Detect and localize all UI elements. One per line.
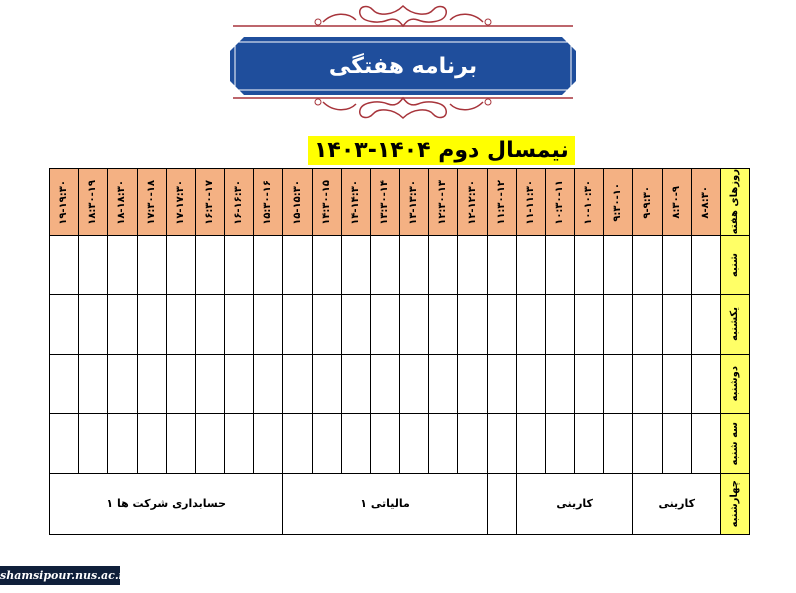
day-label: یکشنبه: [721, 295, 750, 354]
slot-cell: [341, 414, 370, 473]
slot-cell: [575, 354, 604, 413]
slot-cell: [166, 235, 195, 294]
day-label: سه شنبه: [721, 414, 750, 473]
time-slot-header: ۱۳-۱۳:۳۰: [400, 169, 429, 236]
slot-cell: [575, 295, 604, 354]
slot-cell: [79, 414, 108, 473]
slot-cell: [545, 414, 574, 473]
time-slot-header: ۱۰-۱۰:۳۰: [575, 169, 604, 236]
time-slot-header: ۱۸-۱۸:۳۰: [108, 169, 137, 236]
slot-cell: [137, 414, 166, 473]
slot-cell: [458, 354, 487, 413]
slot-cell: [691, 235, 720, 294]
time-slot-header: ۸-۸:۳۰: [691, 169, 720, 236]
slot-cell: [50, 354, 79, 413]
slot-cell: [254, 235, 283, 294]
slot-cell: [341, 295, 370, 354]
slot-cell: [370, 295, 399, 354]
slot-cell: [312, 235, 341, 294]
slot-cell: [604, 414, 633, 473]
slot-cell: [137, 295, 166, 354]
slot-cell: [604, 235, 633, 294]
slot-cell: [575, 235, 604, 294]
slot-cell: [429, 295, 458, 354]
course-cell: حسابداری شرکت ها ۱: [50, 473, 283, 534]
slot-cell: [633, 354, 662, 413]
course-cell: [487, 473, 516, 534]
time-slot-header: ۱۰:۳۰-۱۱: [545, 169, 574, 236]
time-slot-header: ۱۴-۱۴:۳۰: [341, 169, 370, 236]
slot-cell: [516, 354, 545, 413]
slot-cell: [283, 414, 312, 473]
slot-cell: [545, 354, 574, 413]
slot-cell: [604, 354, 633, 413]
day-row-sunday: [50, 295, 750, 354]
slot-cell: [137, 235, 166, 294]
slot-cell: [312, 414, 341, 473]
slot-cell: [108, 235, 137, 294]
day-row-tuesday: [50, 414, 750, 473]
slot-cell: [283, 295, 312, 354]
slot-cell: [254, 414, 283, 473]
time-slot-header: ۱۲-۱۲:۳۰: [458, 169, 487, 236]
time-slot-header: ۱۵-۱۵:۳۰: [283, 169, 312, 236]
slot-cell: [458, 235, 487, 294]
slot-cell: [400, 235, 429, 294]
slot-cell: [195, 295, 224, 354]
slot-cell: [691, 295, 720, 354]
course-cell: مالیاتی ۱: [283, 473, 487, 534]
slot-cell: [487, 235, 516, 294]
slot-cell: [254, 354, 283, 413]
slot-cell: [575, 414, 604, 473]
slot-cell: [516, 235, 545, 294]
slot-cell: [487, 354, 516, 413]
ornament-top: [228, 2, 578, 32]
slot-cell: [137, 354, 166, 413]
slot-cell: [633, 235, 662, 294]
site-url-tag: shamsipour.nus.ac.ir: [0, 566, 120, 585]
slot-cell: [400, 295, 429, 354]
day-label: شنبه: [721, 235, 750, 294]
time-slot-header: ۱۱-۱۱:۳۰: [516, 169, 545, 236]
slot-cell: [225, 354, 254, 413]
slot-cell: [195, 414, 224, 473]
time-slot-header: ۹-۹:۳۰: [633, 169, 662, 236]
slot-cell: [487, 414, 516, 473]
day-row-wednesday: [50, 473, 750, 534]
day-row-monday: [50, 354, 750, 413]
slot-cell: [312, 354, 341, 413]
slot-cell: [604, 295, 633, 354]
slot-cell: [662, 235, 691, 294]
slot-cell: [516, 414, 545, 473]
weekly-schedule-table: [49, 168, 750, 535]
slot-cell: [254, 295, 283, 354]
slot-cell: [429, 414, 458, 473]
slot-cell: [516, 295, 545, 354]
slot-cell: [50, 235, 79, 294]
time-slot-header: ۱۸:۳۰-۱۹: [79, 169, 108, 236]
slot-cell: [166, 354, 195, 413]
time-slot-header: ۱۲:۳۰-۱۳: [429, 169, 458, 236]
slot-cell: [166, 414, 195, 473]
slot-cell: [108, 354, 137, 413]
time-slot-header: ۸:۳۰-۹: [662, 169, 691, 236]
semester-label: نیمسال دوم ۱۴۰۴-۱۴۰۳: [308, 136, 575, 165]
course-cell: کارینی: [633, 473, 721, 534]
time-slot-header: ۱۴:۳۰-۱۵: [312, 169, 341, 236]
slot-cell: [458, 295, 487, 354]
slot-cell: [400, 354, 429, 413]
slot-cell: [662, 354, 691, 413]
slot-cell: [225, 235, 254, 294]
slot-cell: [429, 235, 458, 294]
slot-cell: [108, 414, 137, 473]
slot-cell: [341, 354, 370, 413]
slot-cell: [662, 295, 691, 354]
slot-cell: [691, 354, 720, 413]
slot-cell: [400, 414, 429, 473]
slot-cell: [633, 414, 662, 473]
slot-cell: [633, 295, 662, 354]
time-slot-header: ۱۱:۳۰-۱۲: [487, 169, 516, 236]
slot-cell: [195, 354, 224, 413]
time-slot-header: ۱۶-۱۶:۳۰: [225, 169, 254, 236]
slot-cell: [195, 235, 224, 294]
time-slot-header: ۹:۳۰-۱۰: [604, 169, 633, 236]
slot-cell: [50, 414, 79, 473]
slot-cell: [370, 235, 399, 294]
day-label: دوشنبه: [721, 354, 750, 413]
slot-cell: [487, 295, 516, 354]
time-slot-header: ۱۵:۳۰-۱۶: [254, 169, 283, 236]
slot-cell: [545, 235, 574, 294]
time-slot-header: ۱۹-۱۹:۳۰: [50, 169, 79, 236]
slot-cell: [283, 235, 312, 294]
time-slot-header: ۱۷:۳۰-۱۸: [137, 169, 166, 236]
slot-cell: [312, 295, 341, 354]
slot-cell: [662, 414, 691, 473]
slot-cell: [545, 295, 574, 354]
slot-cell: [429, 354, 458, 413]
slot-cell: [225, 295, 254, 354]
slot-cell: [691, 414, 720, 473]
time-slot-header: ۱۶:۳۰-۱۷: [195, 169, 224, 236]
slot-cell: [370, 414, 399, 473]
slot-cell: [370, 354, 399, 413]
slot-cell: [108, 295, 137, 354]
slot-cell: [225, 414, 254, 473]
day-label: چهارشنبه: [721, 473, 750, 534]
day-row-saturday: [50, 235, 750, 294]
slot-cell: [79, 295, 108, 354]
time-slot-header: ۱۷-۱۷:۳۰: [166, 169, 195, 236]
slot-cell: [283, 354, 312, 413]
slot-cell: [166, 295, 195, 354]
course-cell: کارینی: [516, 473, 633, 534]
page-title: برنامه هفتگی: [328, 53, 478, 79]
slot-cell: [50, 295, 79, 354]
time-slot-header: ۱۳:۳۰-۱۴: [370, 169, 399, 236]
ornament-bottom: [228, 92, 578, 122]
corner-header: روزهای هفته: [721, 169, 750, 236]
slot-cell: [458, 414, 487, 473]
slot-cell: [79, 235, 108, 294]
slot-cell: [79, 354, 108, 413]
slot-cell: [341, 235, 370, 294]
